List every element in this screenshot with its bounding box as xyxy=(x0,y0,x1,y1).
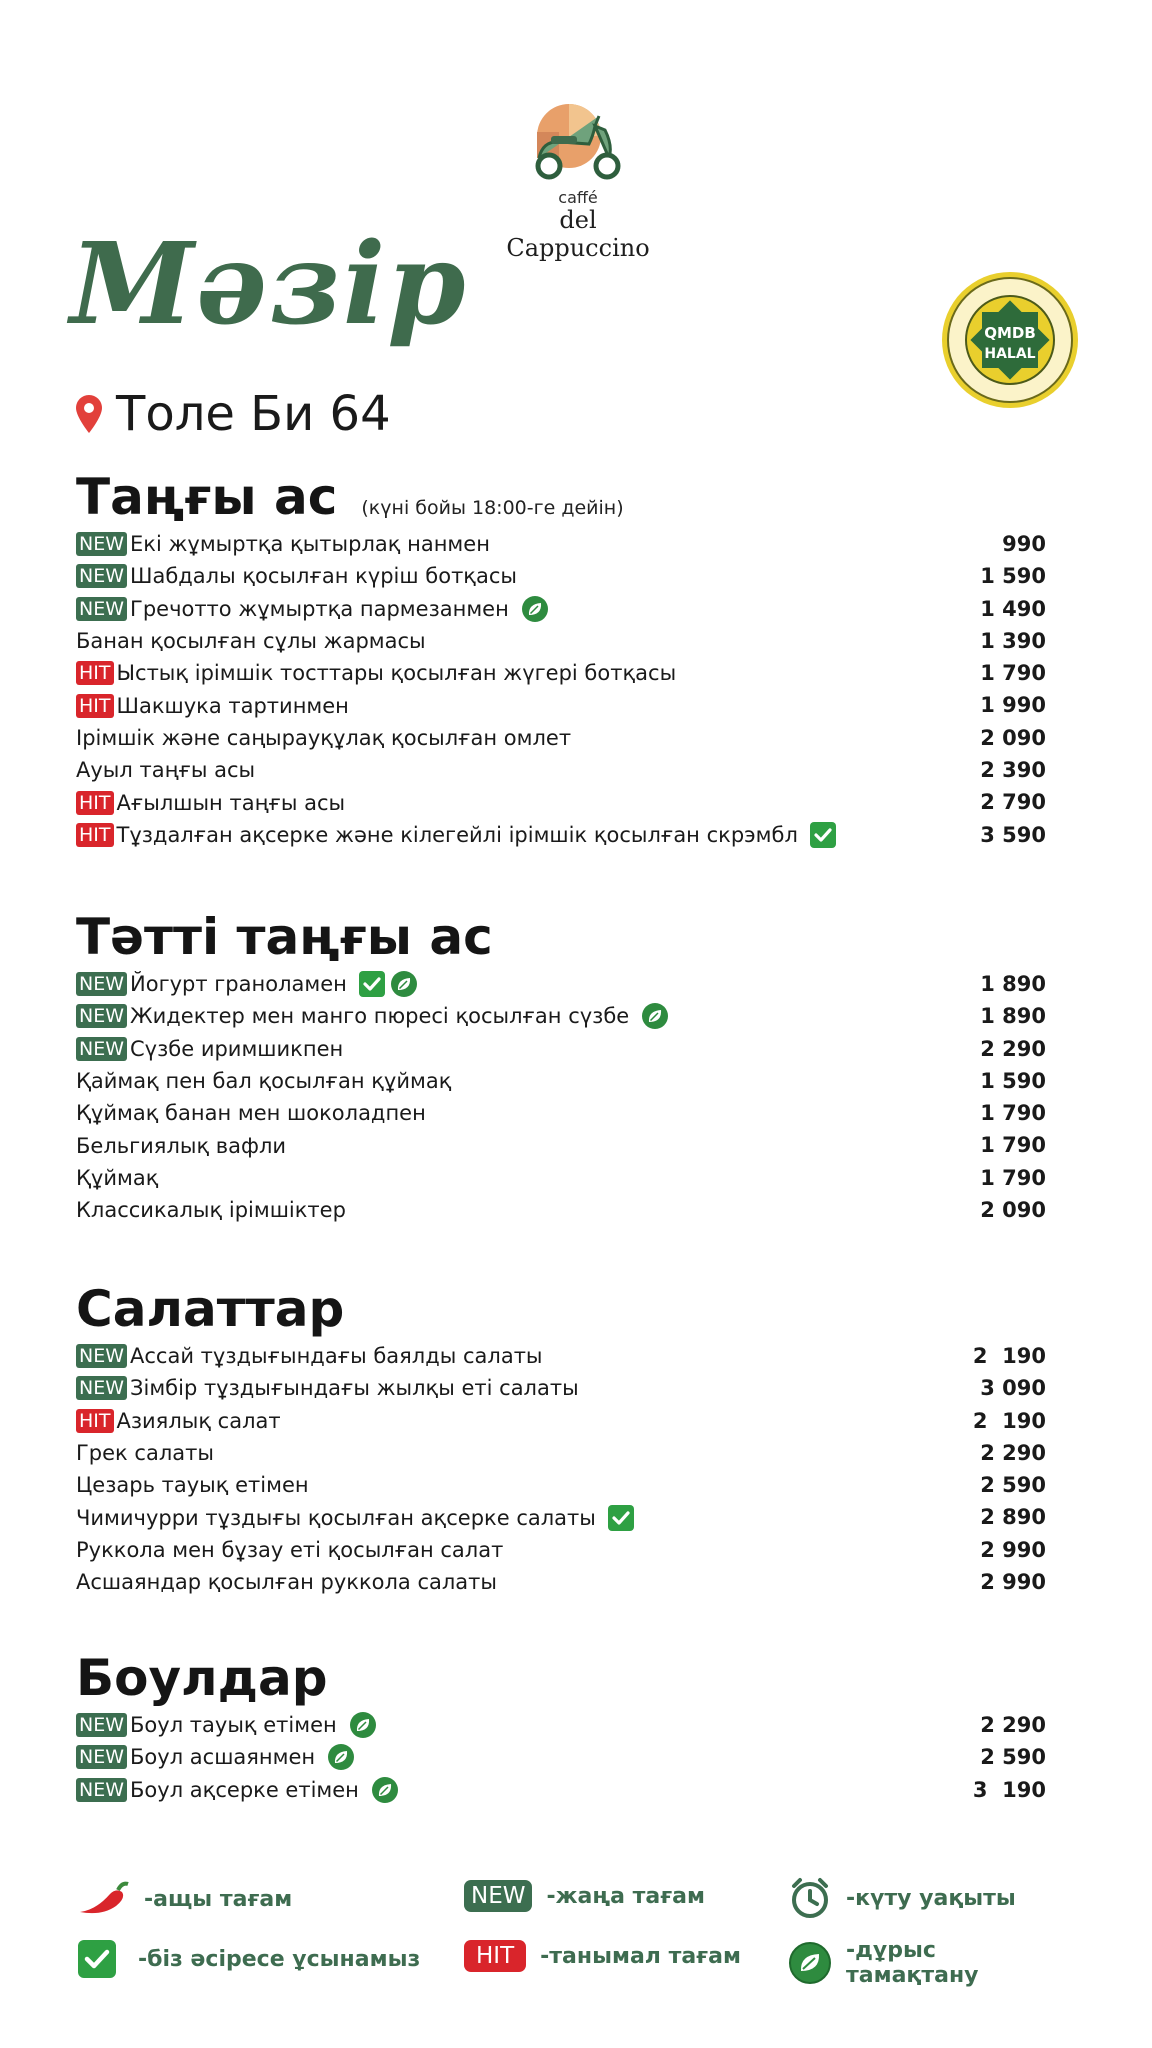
scooter-logo-icon xyxy=(523,96,633,188)
menu-section xyxy=(76,1278,1046,1598)
item-price: 1 890 xyxy=(980,972,1046,996)
item-price: 2 090 xyxy=(980,1198,1046,1223)
item-price: 1 590 xyxy=(980,564,1046,589)
leaf-icon xyxy=(327,1743,355,1771)
section-note: (күні бойы 18:00-ге дейін) xyxy=(361,497,624,519)
item-price: 2 590 xyxy=(980,1745,1046,1770)
menu-item xyxy=(76,819,1046,851)
item-price: 2 390 xyxy=(980,758,1046,783)
legend-healthy-text: -дұрыс тамақтану xyxy=(845,1938,979,1988)
halal-bottom-text: HALAL xyxy=(984,346,1036,362)
menu-item xyxy=(76,593,1046,625)
menu-item xyxy=(76,1534,1046,1566)
leaf-icon xyxy=(390,970,418,998)
check-icon xyxy=(359,971,385,997)
legend-wait xyxy=(788,1876,1016,1920)
menu-item xyxy=(76,1065,1046,1097)
chili-pepper-icon xyxy=(76,1880,130,1918)
legend-wait-text: -күту уақыты xyxy=(846,1885,1016,1911)
leaf-icon xyxy=(521,595,549,623)
item-price: 2 290 xyxy=(980,1713,1046,1737)
new-badge: NEW xyxy=(76,1713,127,1737)
leaf-icon xyxy=(788,1941,832,1985)
item-name: Классикалық ірімшіктер xyxy=(76,1198,346,1223)
item-price: 1 990 xyxy=(980,693,1046,718)
item-name: Чимичурри тұздығы қосылған ақсерке салаты xyxy=(76,1505,596,1530)
menu-item xyxy=(76,689,1046,721)
item-price: 2 290 xyxy=(980,1440,1046,1465)
item-name: Банан қосылған сұлы жармасы xyxy=(76,629,426,654)
item-name: Цезарь тауық етімен xyxy=(76,1473,309,1498)
hit-badge: HIT xyxy=(76,694,114,718)
item-name: Боул тауық етімен xyxy=(130,1713,337,1738)
legend-hit-badge: HIT xyxy=(464,1940,526,1972)
new-badge: NEW xyxy=(76,1778,127,1802)
menu-item xyxy=(76,1501,1046,1533)
hit-badge: HIT xyxy=(76,791,114,815)
hit-badge: HIT xyxy=(76,661,114,685)
item-name: Ағылшын таңғы асы xyxy=(116,790,346,815)
item-name: Ірімшік және саңырауқұлақ қосылған омлет xyxy=(76,725,572,750)
address-text: Толе Би 64 xyxy=(116,386,391,442)
item-name: Шабдалы қосылған күріш ботқасы xyxy=(130,564,517,589)
menu-item xyxy=(76,1194,1046,1226)
menu-title: Мәзір xyxy=(70,219,468,350)
new-badge: NEW xyxy=(76,972,127,996)
menu-section xyxy=(76,906,1046,1226)
item-price: 1 790 xyxy=(980,1133,1046,1158)
menu-item xyxy=(76,1129,1046,1161)
item-price: 2 290 xyxy=(980,1036,1046,1061)
new-badge: NEW xyxy=(76,1037,127,1061)
menu-item xyxy=(76,1162,1046,1194)
item-name: Қаймақ пен бал қосылған құймақ xyxy=(76,1069,452,1094)
item-price: 2 590 xyxy=(980,1473,1046,1498)
item-price: 1 790 xyxy=(980,661,1046,686)
cafe-logo xyxy=(488,96,668,262)
leaf-icon xyxy=(371,1776,399,1804)
new-badge: NEW xyxy=(76,1745,127,1769)
item-name: Ауыл таңғы асы xyxy=(76,758,256,783)
menu-item xyxy=(76,1405,1046,1437)
legend-hit xyxy=(464,1940,741,1972)
item-price: 3 590 xyxy=(980,822,1046,847)
item-price: 1 790 xyxy=(980,1101,1046,1126)
item-name: Бельгиялық вафли xyxy=(76,1133,287,1158)
item-price: 1 590 xyxy=(980,1068,1046,1093)
menu-item xyxy=(76,1437,1046,1469)
item-name: Екі жұмыртқа қытырлақ нанмен xyxy=(130,532,490,557)
item-price: 3 090 xyxy=(980,1376,1046,1401)
item-name: Гречотто жұмыртқа пармезанмен xyxy=(130,596,509,621)
new-badge: NEW xyxy=(76,564,127,588)
menu-item xyxy=(76,625,1046,657)
legend-new-text: -жаңа тағам xyxy=(546,1883,705,1909)
legend-hit-text: -танымал тағам xyxy=(540,1943,741,1969)
halal-top-text: QMDB xyxy=(984,324,1036,342)
item-price: 1 890 xyxy=(980,1004,1046,1029)
new-badge: NEW xyxy=(76,532,127,556)
item-price: 2 190 xyxy=(972,1344,1046,1368)
item-name: Асшаяндар қосылған руккола салаты xyxy=(76,1570,497,1595)
item-name: Ассай тұздығындағы баялды салаты xyxy=(130,1344,543,1369)
new-badge: NEW xyxy=(76,1376,127,1400)
menu-item xyxy=(76,1097,1046,1129)
item-price: 2 190 xyxy=(972,1408,1046,1433)
item-price: 2 790 xyxy=(980,790,1046,815)
brand-name: del Cappuccino xyxy=(506,206,650,262)
item-price: 1 390 xyxy=(980,628,1046,653)
item-price: 1 490 xyxy=(980,596,1046,621)
leaf-icon xyxy=(641,1002,669,1030)
check-icon xyxy=(78,1940,116,1978)
item-name: Шакшука тартинмен xyxy=(116,693,349,718)
hit-badge: HIT xyxy=(76,1409,114,1433)
menu-item xyxy=(76,1033,1046,1065)
item-name: Сүзбе иримшикпен xyxy=(130,1036,344,1061)
section-header xyxy=(76,1647,1046,1709)
menu-item xyxy=(76,560,1046,592)
hit-badge: HIT xyxy=(76,823,114,847)
menu-item xyxy=(76,1774,1046,1806)
menu-item xyxy=(76,528,1046,560)
section-title: Салаттар xyxy=(76,1280,345,1338)
new-badge: NEW xyxy=(76,597,127,621)
menu-section xyxy=(76,1647,1046,1806)
item-name: Йогурт граноламен xyxy=(130,972,347,997)
section-header xyxy=(76,906,1046,968)
menu-item xyxy=(76,1709,1046,1741)
item-price: 1 790 xyxy=(980,1165,1046,1190)
section-title: Таңғы ас xyxy=(76,468,338,526)
item-name: Боул ақсерке етімен xyxy=(130,1777,359,1802)
menu-item xyxy=(76,722,1046,754)
item-name: Құймақ банан мен шоколадпен xyxy=(76,1101,426,1126)
menu-item xyxy=(76,786,1046,818)
check-icon xyxy=(810,822,836,848)
alarm-clock-icon xyxy=(788,1876,832,1920)
menu-item xyxy=(76,968,1046,1000)
item-price: 3 190 xyxy=(972,1777,1046,1802)
menu-item xyxy=(76,1372,1046,1404)
address xyxy=(76,384,391,444)
item-name: Грек салаты xyxy=(76,1441,214,1466)
item-name: Құймақ xyxy=(76,1165,159,1190)
section-title: Боулдар xyxy=(76,1649,328,1707)
legend-recommend-text: -біз әсіресе ұсынамыз xyxy=(138,1946,421,1972)
item-name: Ыстық ірімшік тосттары қосылған жүгері ботқасы xyxy=(116,661,677,686)
menu-item xyxy=(76,1469,1046,1501)
menu-item xyxy=(76,657,1046,689)
menu-item xyxy=(76,1566,1046,1598)
item-name: Зімбір тұздығындағы жылқы еті салаты xyxy=(130,1376,579,1401)
item-name: Тұздалған ақсерке және кілегейлі ірімшік қосылған скрэмбл xyxy=(116,822,798,847)
section-header xyxy=(76,466,1046,528)
item-price: 990 xyxy=(1002,532,1046,556)
item-name: Азиялық салат xyxy=(116,1408,281,1433)
section-title: Тәтті таңғы ас xyxy=(76,908,493,966)
legend-new xyxy=(464,1880,705,1912)
menu-item xyxy=(76,1000,1046,1032)
item-price: 2 090 xyxy=(980,725,1046,750)
menu-item xyxy=(76,1340,1046,1372)
item-name: Жидектер мен манго пюресі қосылған сүзбе xyxy=(130,1004,630,1029)
legend-spicy-text: -ащы тағам xyxy=(144,1886,293,1912)
legend-healthy xyxy=(788,1938,1076,1988)
brand-line1: caffé xyxy=(558,188,598,207)
item-price: 2 990 xyxy=(980,1570,1046,1595)
legend xyxy=(76,1880,1076,2000)
menu-item xyxy=(76,754,1046,786)
halal-seal-icon xyxy=(940,270,1080,414)
leaf-icon xyxy=(349,1711,377,1739)
legend-recommend xyxy=(78,1940,420,1978)
menu-item xyxy=(76,1741,1046,1773)
item-price: 2 890 xyxy=(980,1505,1046,1530)
check-icon xyxy=(608,1505,634,1531)
item-name: Боул асшаянмен xyxy=(130,1745,316,1770)
menu-section xyxy=(76,466,1046,851)
item-price: 2 990 xyxy=(980,1537,1046,1562)
legend-spicy xyxy=(76,1880,292,1918)
new-badge: NEW xyxy=(76,1004,127,1028)
section-header xyxy=(76,1278,1046,1340)
location-pin-icon xyxy=(76,395,102,433)
item-name: Руккола мен бұзау еті қосылған салат xyxy=(76,1537,504,1562)
legend-new-badge: NEW xyxy=(464,1880,532,1912)
new-badge: NEW xyxy=(76,1344,127,1368)
